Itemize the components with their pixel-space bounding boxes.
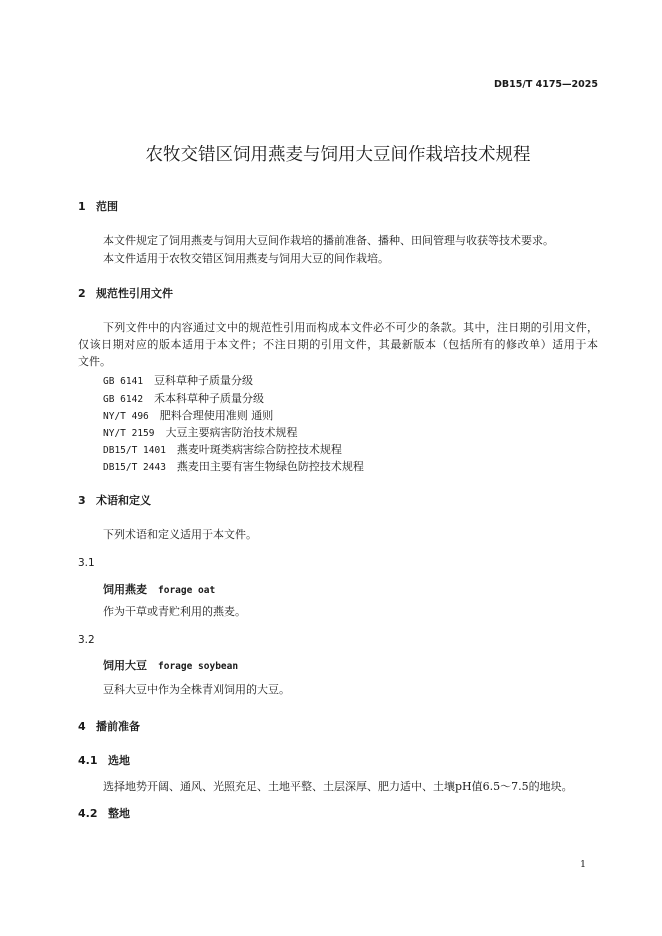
reference-code: NY/T 496 xyxy=(103,411,149,422)
reference-code: DB15/T 2443 xyxy=(103,462,166,473)
normative-reference xyxy=(103,442,342,458)
reference-code: GB 6141 xyxy=(103,376,144,387)
reference-title: 肥料合理使用准则 通则 xyxy=(159,409,274,422)
normative-reference xyxy=(103,373,253,389)
paragraph-line: 下列术语和定义适用于本文件。 xyxy=(103,528,257,541)
section-2-heading xyxy=(78,287,378,301)
term-chinese: 饲用燕麦 xyxy=(103,583,147,596)
clause-number: 3.2 xyxy=(78,634,95,646)
reference-title: 大豆主要病害防治技术规程 xyxy=(165,426,298,439)
paragraph-line: 仅该日期对应的版本适用于本文件；不注日期的引用文件，其最新版本（包括所有的修改单）适用于本 xyxy=(78,338,598,351)
reference-code: DB15/T 1401 xyxy=(103,445,166,456)
clause-number: 3.1 xyxy=(78,557,95,569)
section-title: 术语和定义 xyxy=(96,494,151,507)
reference-title: 燕麦田主要有害生物绿色防控技术规程 xyxy=(176,460,364,473)
document-title: 农牧交错区饲用燕麦与饲用大豆间作栽培技术规程 xyxy=(145,145,531,165)
section-title: 播前准备 xyxy=(96,720,140,733)
subsection-title: 整地 xyxy=(108,807,130,820)
subsection-4-1-heading xyxy=(78,754,378,768)
subsection-number: 4.2 xyxy=(78,807,98,820)
term-chinese: 饲用大豆 xyxy=(103,659,147,672)
paragraph-line: 文件。 xyxy=(78,355,111,368)
page-number: 1 xyxy=(580,859,587,870)
normative-reference xyxy=(103,425,297,441)
reference-title: 豆科草种子质量分级 xyxy=(154,374,254,387)
term-english: forage soybean xyxy=(158,661,239,672)
term-entry xyxy=(103,658,238,674)
section-number: 3 xyxy=(78,494,86,507)
term-entry xyxy=(103,582,215,598)
paragraph-line: 下列文件中的内容通过文中的规范性引用而构成本文件必不可少的条款。其中，注日期的引用文件， xyxy=(103,321,598,334)
section-title: 规范性引用文件 xyxy=(96,287,173,300)
normative-reference xyxy=(103,459,364,475)
term-english: forage oat xyxy=(158,585,216,596)
section-4-heading xyxy=(78,720,378,734)
normative-reference xyxy=(103,391,264,407)
paragraph-line: 本文件规定了饲用燕麦与饲用大豆间作栽培的播前准备、播种、田间管理与收获等技术要求。 xyxy=(103,234,554,247)
subsection-number: 4.1 xyxy=(78,754,98,767)
term-definition: 作为干草或青贮利用的燕麦。 xyxy=(103,605,246,618)
subsection-title: 选地 xyxy=(108,754,130,767)
section-1-heading xyxy=(78,200,378,214)
reference-code: NY/T 2159 xyxy=(103,428,155,439)
reference-title: 燕麦叶斑类病害综合防控技术规程 xyxy=(176,443,342,456)
subsection-4-2-heading xyxy=(78,807,378,821)
section-title: 范围 xyxy=(96,200,118,213)
reference-code: GB 6142 xyxy=(103,394,144,405)
section-number: 4 xyxy=(78,720,86,733)
reference-title: 禾本科草种子质量分级 xyxy=(154,392,265,405)
paragraph-line: 本文件适用于农牧交错区饲用燕麦与饲用大豆的间作栽培。 xyxy=(103,252,389,265)
section-number: 1 xyxy=(78,200,86,213)
normative-reference xyxy=(103,408,273,424)
document-code: DB15/T 4175—2025 xyxy=(494,79,598,90)
term-definition: 豆科大豆中作为全株青刈饲用的大豆。 xyxy=(103,683,290,696)
section-3-heading xyxy=(78,494,378,508)
paragraph-line: 选择地势开阔、通风、光照充足、土地平整、土层深厚、肥力适中、土壤pH值6.5～7.5的地块。 xyxy=(103,780,573,793)
section-number: 2 xyxy=(78,287,86,300)
